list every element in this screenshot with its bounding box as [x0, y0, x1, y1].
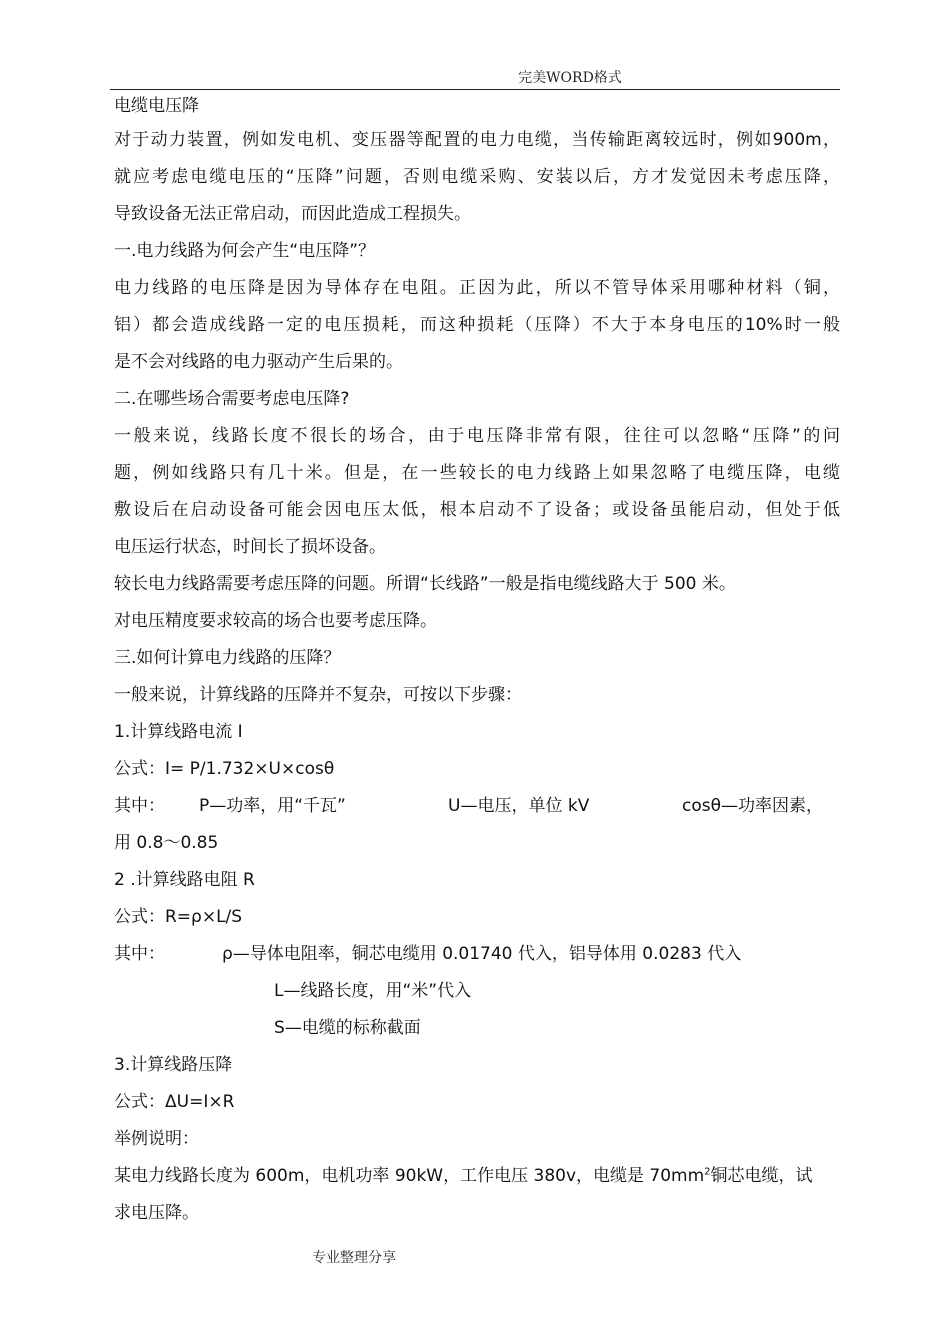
- section-2-line-1: 一般来说，线路长度不很长的场合，由于电压降非常有限，往往可以忽略“压降”的问: [114, 426, 840, 446]
- step-1-title: 1.计算线路电流 I: [114, 722, 243, 742]
- step-2-where-section: S—电缆的标称截面: [274, 1018, 421, 1038]
- section-2-line-6: 对电压精度要求较高的场合也要考虑压降。: [114, 611, 437, 631]
- step-1-where-voltage: U—电压，单位 kV: [448, 796, 590, 816]
- step-3-title: 3.计算线路压降: [114, 1055, 233, 1075]
- example-line-1: [114, 1158, 840, 1195]
- section-3-intro: 一般来说，计算线路的压降并不复杂，可按以下步骤：: [114, 685, 522, 705]
- intro-line-1: 对于动力装置，例如发电机、变压器等配置的电力电缆，当传输距离较远时，例如900m，: [114, 130, 840, 150]
- page-footer: 专业整理分享: [312, 1250, 396, 1266]
- example-line-1-superscript: 2: [704, 1166, 711, 1178]
- step-2-where-resistivity: ρ—导体电阻率，铜芯电缆用 0.01740 代入，铝导体用 0.0283 代入: [222, 944, 742, 964]
- example-label: 举例说明：: [114, 1129, 199, 1149]
- page-header: 完美WORD格式: [518, 70, 622, 86]
- section-2-heading: 二.在哪些场合需要考虑电压降?: [114, 389, 350, 409]
- step-2-where-section-row: [114, 1010, 840, 1047]
- section-1-line-3: 是不会对线路的电力驱动产生后果的。: [114, 352, 403, 372]
- step-1-formula: 公式：I= P/1.732×U×cosθ: [114, 759, 335, 779]
- step-1-where-power-factor: cosθ—功率因素，: [682, 796, 824, 816]
- section-1-line-1: 电力线路的电压降是因为导体存在电阻。正因为此，所以不管导体采用哪种材料（铜，: [114, 278, 840, 298]
- step-2-formula: 公式：R=ρ×L/S: [114, 907, 243, 927]
- step-1-where-power: P—功率，用“千瓦”: [199, 796, 346, 816]
- step-2-where-label: 其中：: [114, 944, 165, 964]
- step-1-where-label: 其中：: [114, 796, 165, 816]
- step-2-title: 2 .计算线路电阻 R: [114, 870, 255, 890]
- section-3-heading: 三.如何计算电力线路的压降？: [114, 648, 341, 668]
- example-line-2: 求电压降。: [114, 1203, 199, 1223]
- intro-line-3: 导致设备无法正常启动，而因此造成工程损失。: [114, 204, 471, 224]
- step-1-where-row: [114, 788, 840, 825]
- step-2-where-row: [114, 936, 840, 973]
- example-line-1-text-b: 铜芯电缆，试: [710, 1166, 813, 1186]
- section-2-line-4: 电压运行状态，时间长了损坏设备。: [114, 537, 386, 557]
- section-2-line-5: 较长电力线路需要考虑压降的问题。所谓“长线路”一般是指电缆线路大于 500 米。: [114, 574, 736, 594]
- example-line-1-text-a: 某电力线路长度为 600m，电机功率 90kW，工作电压 380v，电缆是 70mm: [114, 1166, 705, 1186]
- step-1-where-tail: 用 0.8～0.85: [114, 833, 219, 853]
- section-1-line-2: 铝）都会造成线路一定的电压损耗，而这种损耗（压降）不大于本身电压的10%时一般: [114, 315, 840, 335]
- section-1-heading: 一.电力线路为何会产生“电压降”？: [114, 241, 376, 261]
- step-2-where-length-row: [114, 973, 840, 1010]
- intro-line-2: 就应考虑电缆电压的“压降”问题，否则电缆采购、安装以后，方才发觉因未考虑压降，: [114, 167, 840, 187]
- step-3-formula: 公式：ΔU=I×R: [114, 1092, 235, 1112]
- section-2-line-2: 题，例如线路只有几十米。但是，在一些较长的电力线路上如果忽略了电缆压降，电缆: [114, 463, 840, 483]
- document-body: [114, 90, 840, 1232]
- document-title: 电缆电压降: [114, 96, 199, 116]
- step-2-where-length: L—线路长度，用“米”代入: [274, 981, 472, 1001]
- section-2-line-3: 敷设后在启动设备可能会因电压太低，根本启动不了设备；或设备虽能启动，但处于低: [114, 500, 840, 520]
